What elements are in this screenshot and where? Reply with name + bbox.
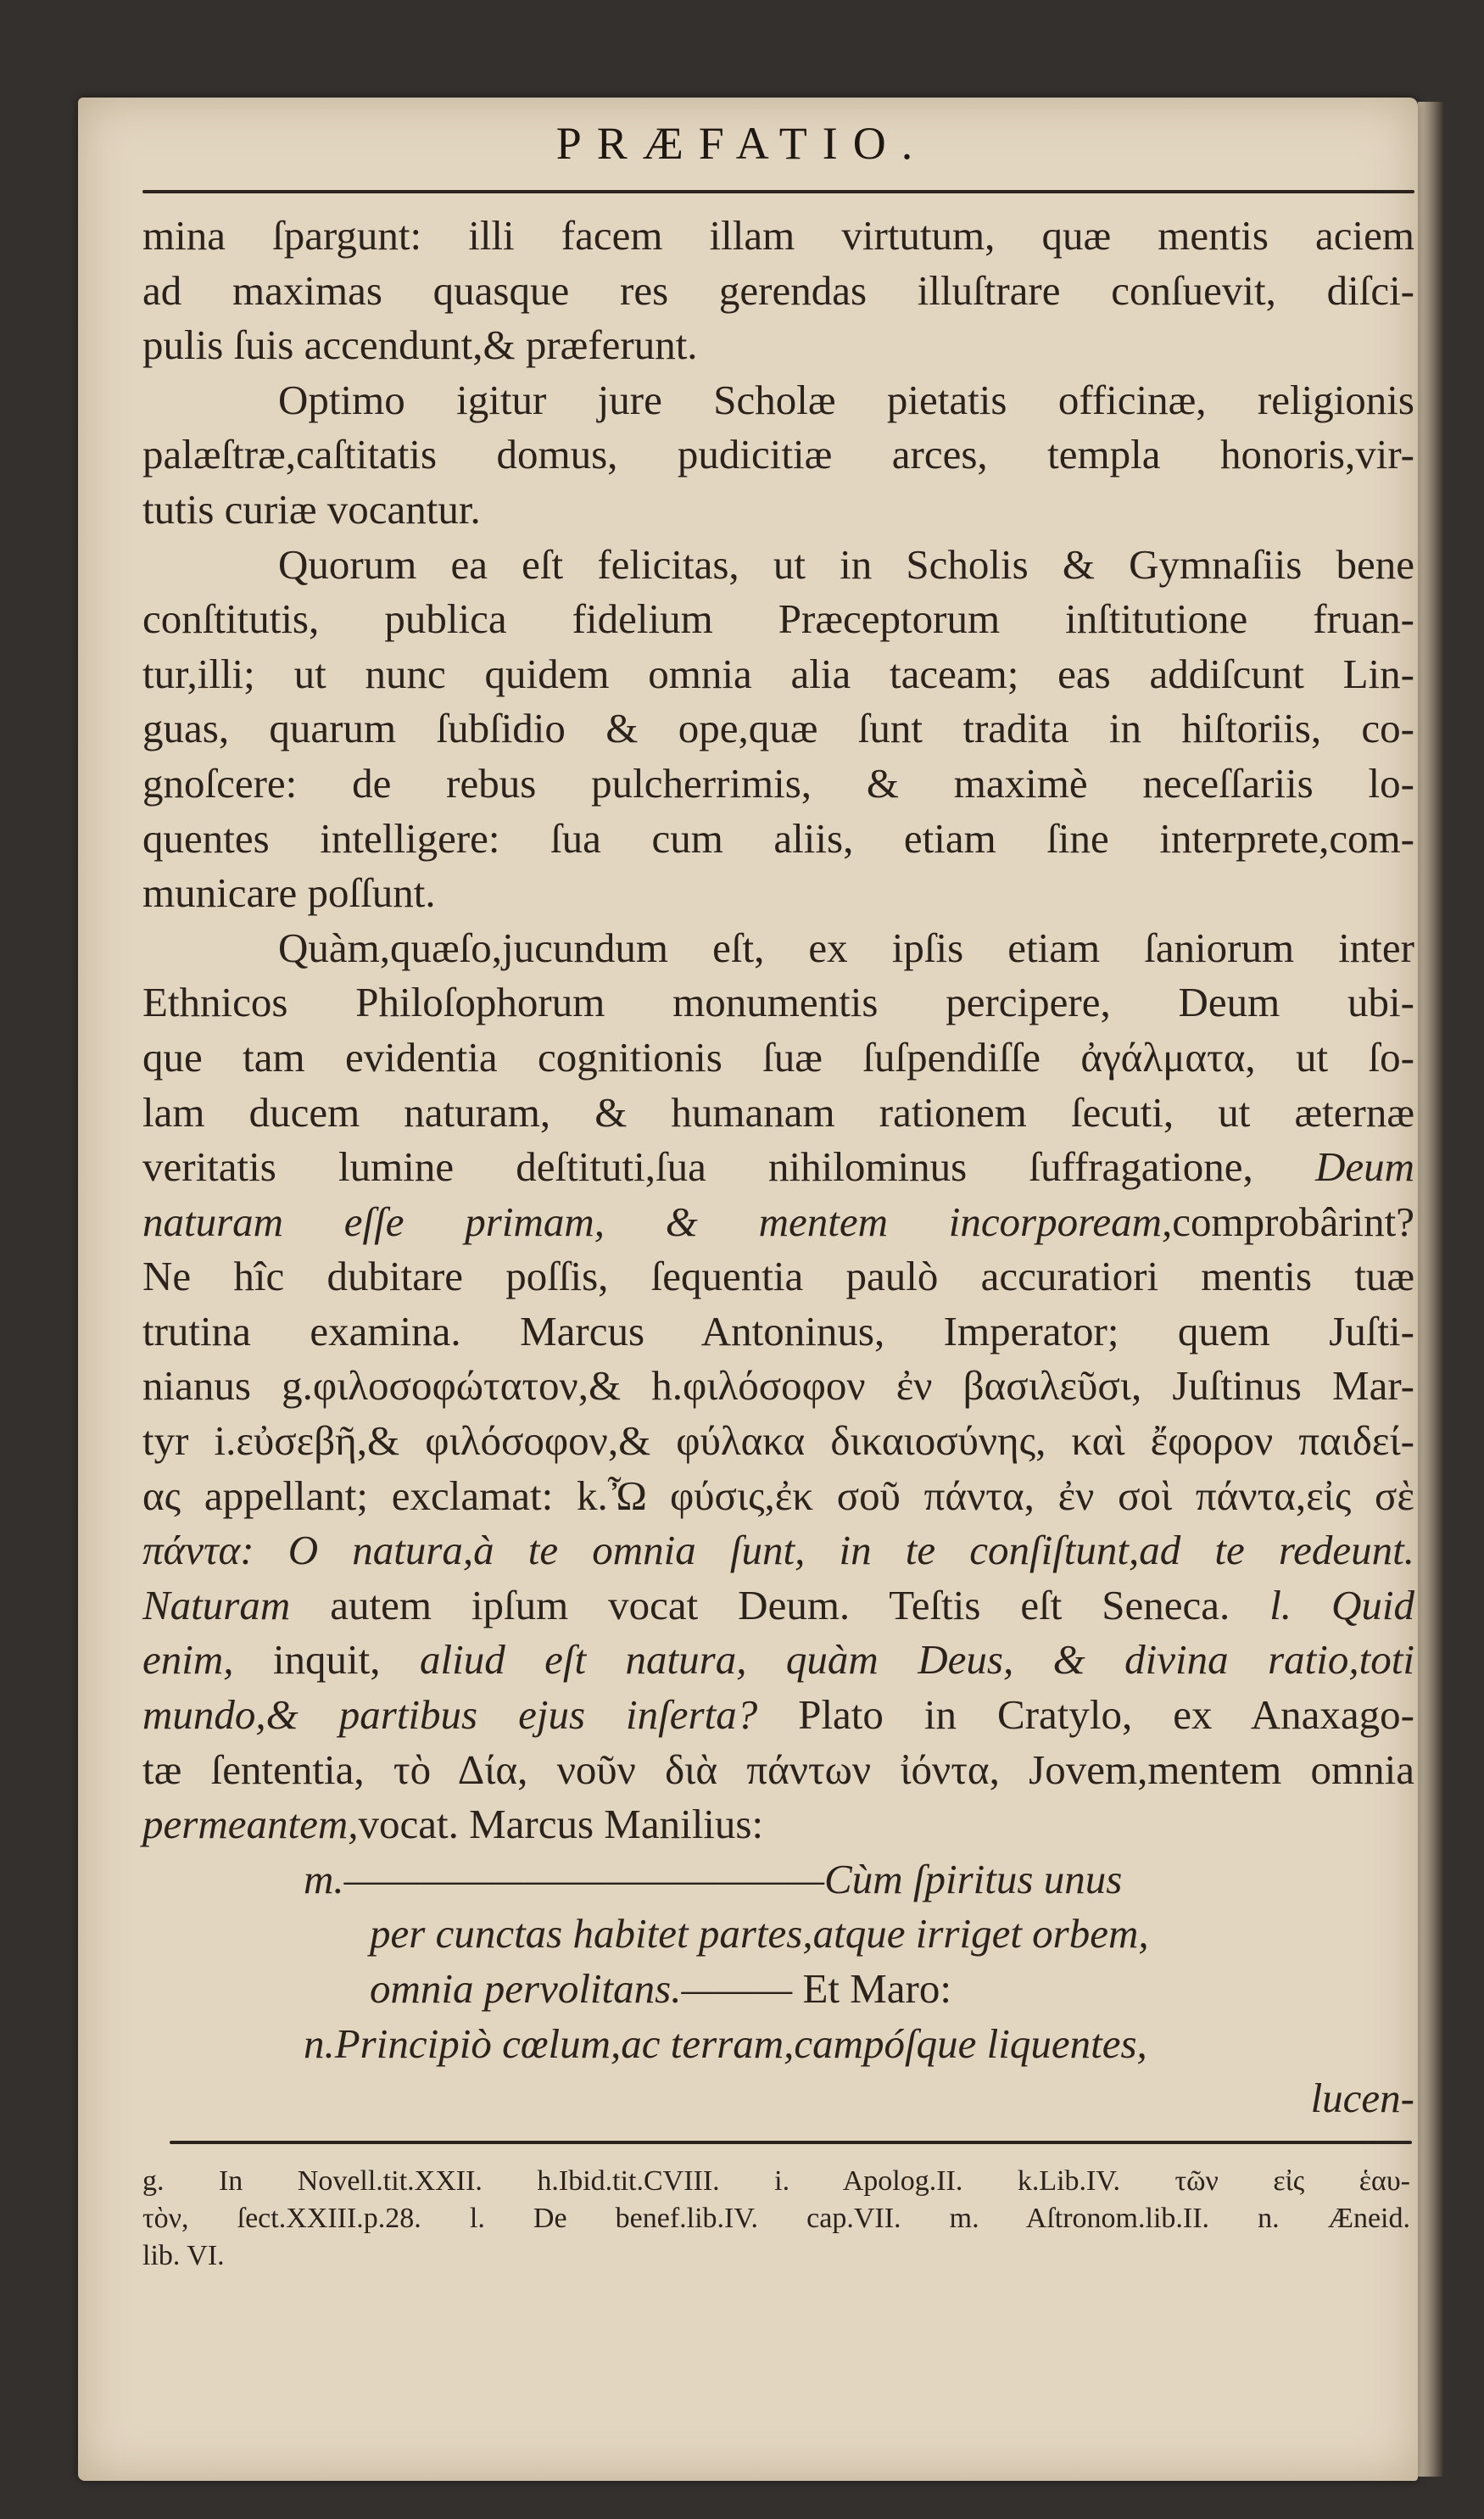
text-line: tutis curiæ vocantur. [142, 485, 481, 533]
text-segment: Plato in Cratylo, ex Anaxago- [798, 1691, 1414, 1739]
text-segment: veritatis lumine deſtituti,ſua nihilominus ſuffragatione, [142, 1143, 1253, 1191]
text-line: tyr i.εὐσεβῆ,& φιλόσοφον,& φύλακα δικαιοσύνης, καὶ ἔφορον παιδεί- [142, 1417, 1414, 1465]
text-segment: inquit, [272, 1636, 381, 1684]
text-line: que tam evidentia cognitionis ſuæ ſuſpendiſſe ἀγάλματα, ut ſo- [142, 1033, 1414, 1081]
catchword: lucen- [1310, 2075, 1414, 2122]
text-line: ad maximas quasque res gerendas illuſtrare conſuevit, diſci- [142, 266, 1414, 314]
text-line: tæ ſententia, τὸ Δία, νοῦν διὰ πάντων ἰόντα, Jovem,mentem omnia [142, 1745, 1414, 1793]
text-line: conſtitutis, publica fidelium Præceptorum inſtitutione fruan- [142, 595, 1414, 643]
text-line [142, 1633, 1414, 1688]
italic-text: omnia pervolitans.——— [370, 1965, 793, 2012]
text-line: tur,illi; ut nunc quidem omnia alia taceam; eas addiſcunt Lin- [142, 650, 1414, 697]
footnote-line: g. In Novell.tit.XXII. h.Ibid.tit.CVIII. i. Apolog.II. k.Lib.IV. τῶν εἰς ἑαυ- [142, 2165, 1410, 2197]
italic-text: Naturam [142, 1581, 291, 1628]
text-line [142, 1688, 1414, 1743]
text-line: Optimo igitur jure Scholæ pietatis officinæ, religionis [278, 376, 1414, 423]
text-line: gnoſcere: de rebus pulcherrimis, & maximè neceſſariis lo- [142, 759, 1414, 807]
text-line [142, 1797, 1414, 1852]
verse-line: per cunctas habitet partes,atque irriget orbem, [370, 1910, 1149, 1958]
footnote-line: τὸν, ſect.XXIII.p.28. l. De benef.lib.IV. cap.VII. m. Aſtronom.lib.II. n. Æneid. [142, 2203, 1410, 2234]
verse-line: n.Principiò cœlum,ac terram,campóſque liquentes, [304, 2019, 1147, 2067]
text-line: Quàm,quæſo,jucundum eſt, ex ipſis etiam ſaniorum inter [278, 924, 1414, 971]
italic-text: aliud eſt natura, quàm Deus, & divina ratio,toti [419, 1636, 1414, 1684]
footnotes-block [142, 2163, 1410, 2275]
text-line [142, 1578, 1414, 1634]
text-segment: vocat. Marcus Manilius: [358, 1801, 764, 1848]
italic-text: enim, [142, 1636, 234, 1684]
text-line [142, 1195, 1414, 1250]
text-line: πάντα: O natura,à te omnia ſunt, in te conſiſtunt,ad te redeunt. [142, 1527, 1414, 1574]
text-segment: autem ipſum vocat Deum. Teſtis eſt Seneca. [330, 1581, 1230, 1628]
text-line: nianus g.φιλοσοφώτατον,& h.φιλόσοφον ἐν βασιλεῦσι, Juſtinus Mar- [142, 1362, 1414, 1410]
footnote-rule [170, 2141, 1412, 2144]
italic-text: Deum [1314, 1143, 1415, 1191]
verse-line [142, 1962, 1414, 2017]
text-line: Ethnicos Philoſophorum monumentis percipere, Deum ubi- [142, 979, 1414, 1026]
text-line: Ne hîc dubitare poſſis, ſequentia paulò accuratiori mentis tuæ [142, 1253, 1414, 1300]
book-gutter-edge [1418, 102, 1443, 2477]
text-line: mina ſpargunt: illi facem illam virtutum, quæ mentis aciem [142, 212, 1414, 259]
header-rule [142, 190, 1414, 193]
text-line: pulis ſuis accendunt,& præferunt. [142, 321, 698, 369]
text-line: municare poſſunt. [142, 869, 436, 917]
text-line: lam ducem naturam, & humanam rationem ſecuti, ut æternæ [142, 1088, 1414, 1136]
text-line: palæſtræ,caſtitatis domus, pudicitiæ arces, templa honoris,vir- [142, 431, 1414, 478]
text-line: Quorum ea eſt felicitas, ut in Scholis & Gymnaſiis bene [278, 540, 1414, 588]
italic-text: l. Quid [1269, 1581, 1414, 1628]
text-line [142, 1140, 1414, 1195]
verse-line: m.—————————————Cùm ſpiritus unus [304, 1855, 1123, 1902]
text-line: trutina examina. Marcus Antoninus, Imperator; quem Juſti- [142, 1307, 1414, 1354]
text-line: ας appellant; exclamat: k.Ὦ φύσις,ἐκ σοῦ πάντα, ἐν σοὶ πάντα,εἰς σὲ [142, 1472, 1414, 1519]
italic-text: permeantem, [142, 1801, 359, 1848]
main-text-block [142, 209, 1414, 2126]
page-header-title: PRÆFATIO. [555, 118, 929, 169]
footnote-line: lib. VI. [142, 2240, 225, 2271]
text-segment: comprobârint? [1172, 1198, 1414, 1245]
italic-text: naturam eſſe primam, & mentem incorpoream, [142, 1198, 1173, 1245]
text-segment: Et Maro: [802, 1965, 951, 2012]
text-line: guas, quarum ſubſidio & ope,quæ ſunt tradita in hiſtoriis, co- [142, 705, 1414, 752]
italic-text: mundo,& partibus ejus inſerta? [142, 1691, 758, 1739]
text-line: quentes intelligere: ſua cum aliis, etiam ſine interprete,com- [142, 814, 1414, 862]
